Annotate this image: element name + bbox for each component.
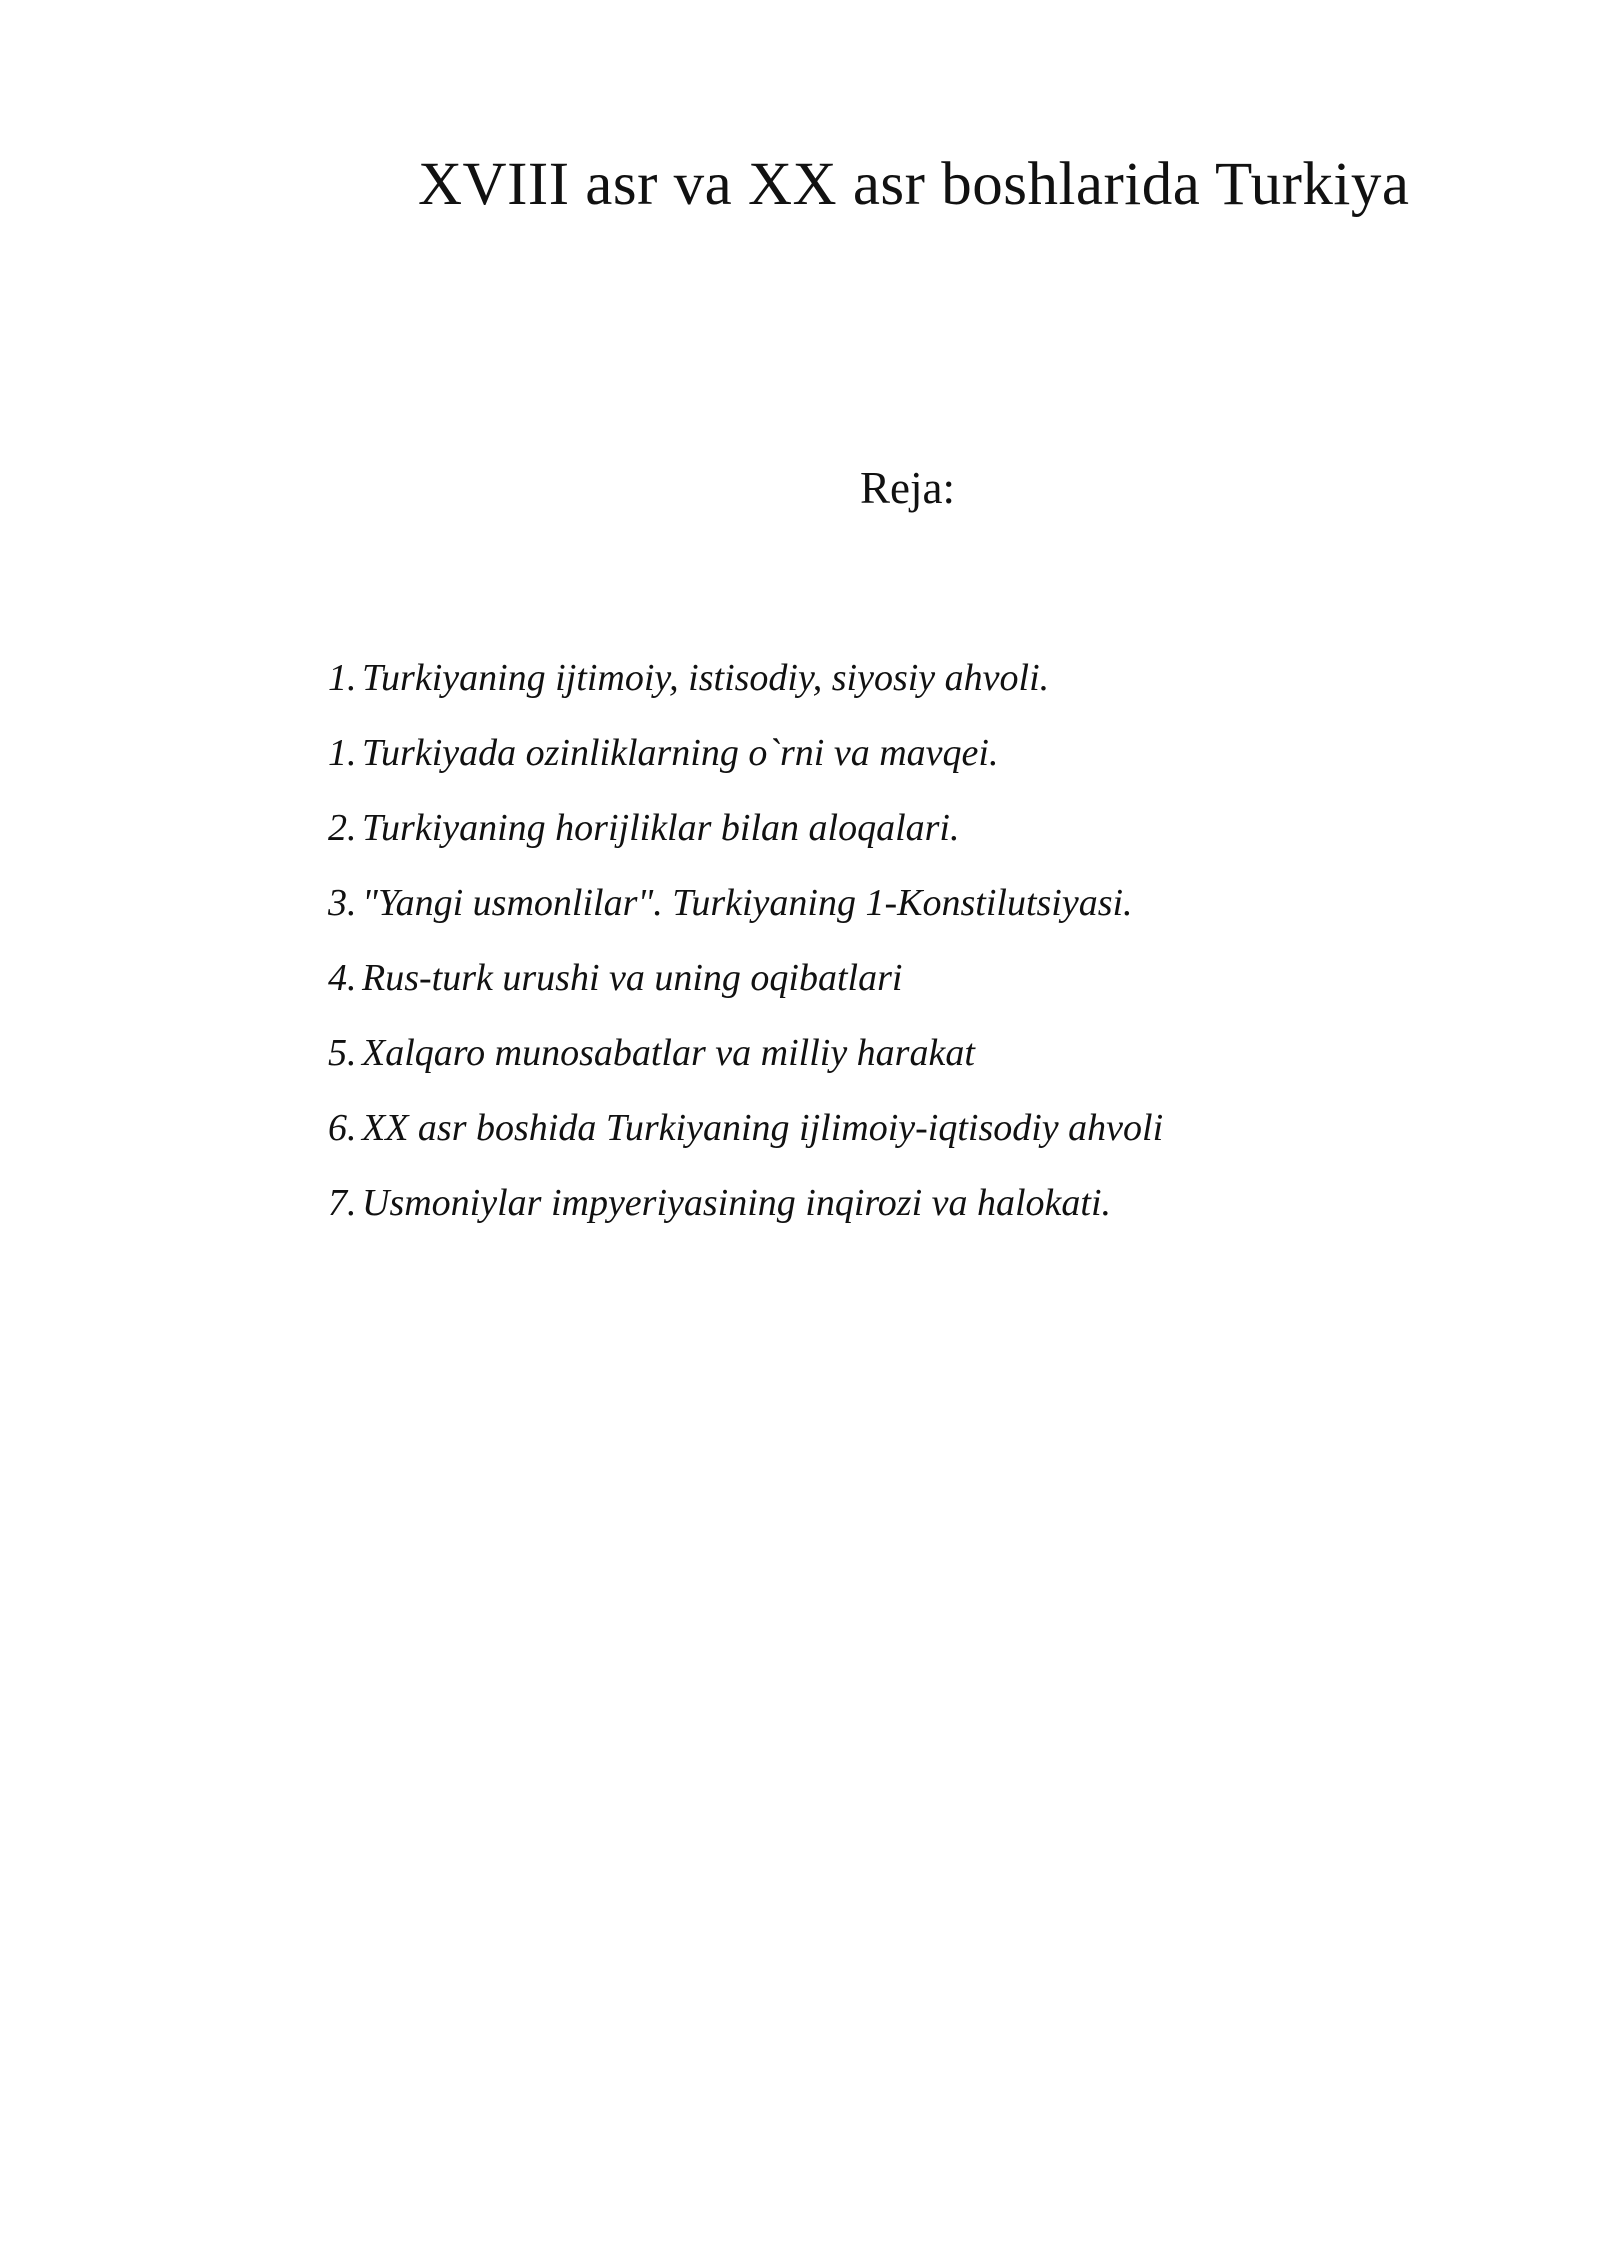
list-item-text: Turkiyaning horijliklar bilan aloqalari. bbox=[362, 807, 960, 849]
list-item-number: 2. bbox=[328, 807, 357, 849]
list-item bbox=[328, 870, 1163, 945]
list-item-text: "Yangi usmonlilar". Turkiyaning 1-Konstilutsiyasi. bbox=[362, 882, 1133, 924]
list-item-text: Usmoniylar impyeriyasining inqirozi va halokati. bbox=[362, 1182, 1112, 1224]
plan-heading: Reja: bbox=[860, 463, 955, 513]
list-item-text: Turkiyada ozinliklarning o`rni va mavqei. bbox=[362, 732, 999, 774]
list-item bbox=[328, 1020, 1163, 1095]
list-item-number: 7. bbox=[328, 1182, 357, 1224]
list-item bbox=[328, 720, 1163, 795]
list-item-text: XX asr boshida Turkiyaning ijlimoiy-iqtisodiy ahvoli bbox=[362, 1107, 1164, 1149]
list-item-number: 6. bbox=[328, 1107, 357, 1149]
list-item-number: 3. bbox=[328, 882, 357, 924]
list-item bbox=[328, 945, 1163, 1020]
list-item-text: Turkiyaning ijtimoiy, istisodiy, siyosiy ahvoli. bbox=[362, 657, 1050, 699]
plan-list bbox=[328, 645, 1163, 1245]
list-item bbox=[328, 1170, 1163, 1245]
list-item-number: 1. bbox=[328, 732, 357, 774]
list-item-text: Xalqaro munosabatlar va milliy harakat bbox=[362, 1032, 975, 1074]
page-title: XVIII asr va XX asr boshlarida Turkiya bbox=[418, 151, 1410, 218]
list-item bbox=[328, 645, 1163, 720]
list-item-number: 4. bbox=[328, 957, 357, 999]
list-item-number: 1. bbox=[328, 657, 357, 699]
list-item-text: Rus-turk urushi va uning oqibatlari bbox=[362, 957, 903, 999]
list-item bbox=[328, 795, 1163, 870]
list-item-number: 5. bbox=[328, 1032, 357, 1074]
list-item bbox=[328, 1095, 1163, 1170]
